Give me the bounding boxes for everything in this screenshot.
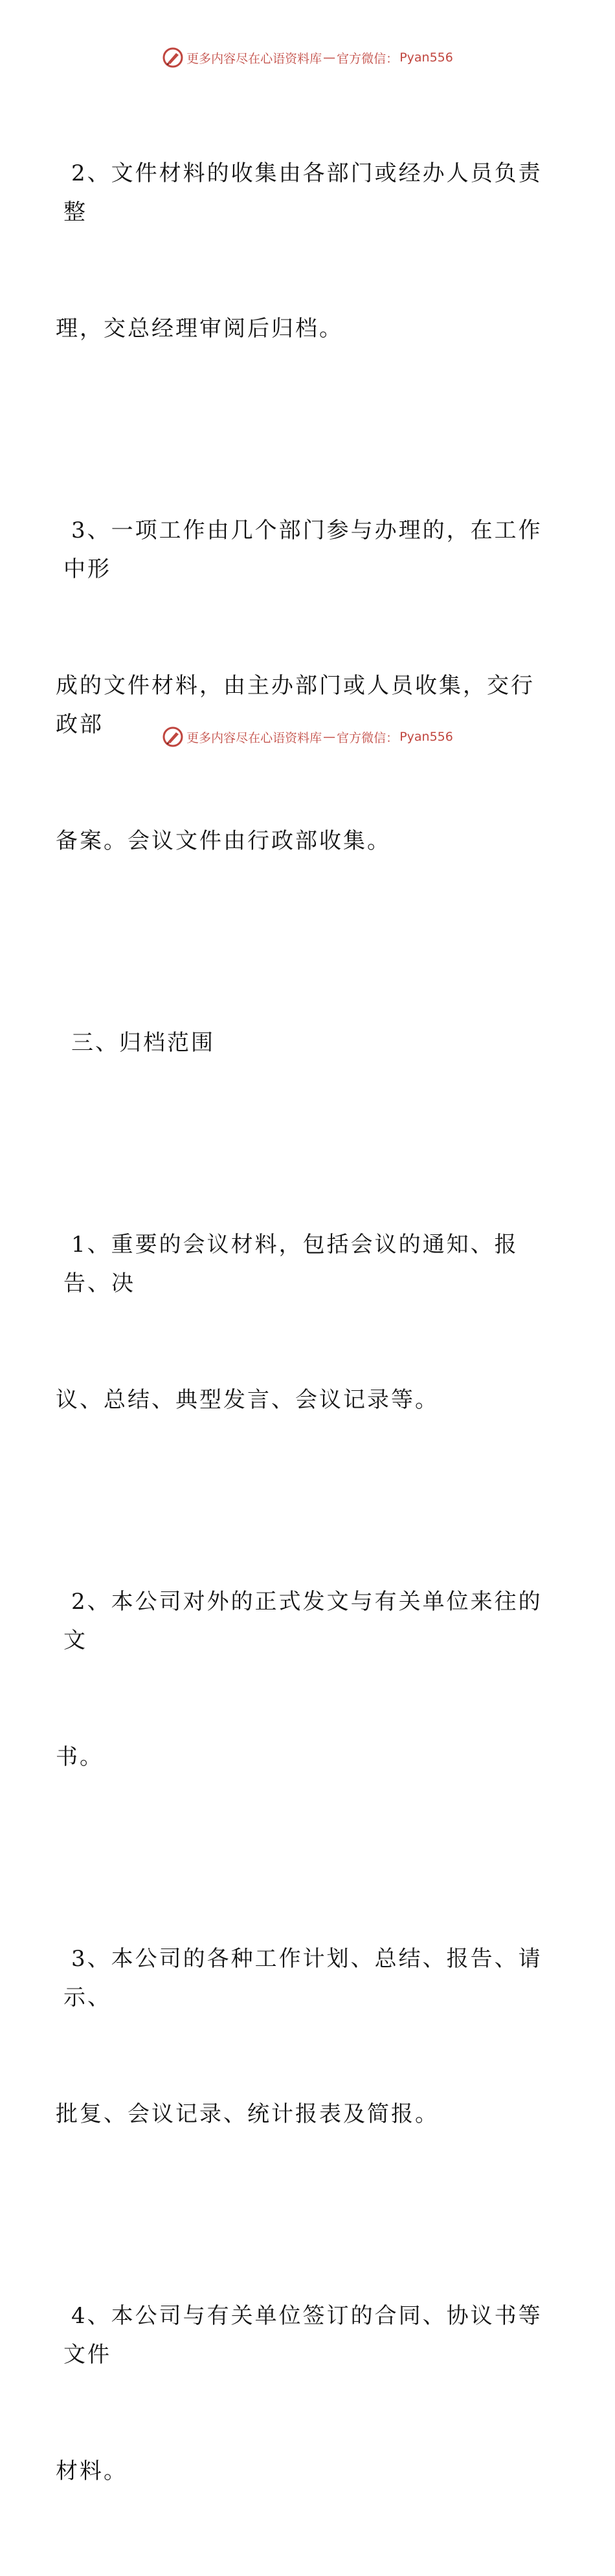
- paragraph-line: 批复、会议记录、统计报表及简报。: [56, 2101, 439, 2127]
- watermark-separator: —: [323, 50, 336, 65]
- watermark-separator: —: [323, 730, 336, 744]
- watermark-text: 更多内容尽在心语资料库: [186, 730, 322, 745]
- watermark-wechat-id: Pyan556: [399, 730, 453, 744]
- pen-logo-icon: [162, 47, 184, 69]
- pen-logo-icon: [162, 726, 184, 748]
- section-heading: [63, 946, 555, 1140]
- paragraph: [56, 1505, 555, 1854]
- paragraph-line: 议、总结、典型发言、会议记录等。: [56, 1387, 439, 1413]
- paragraph-line: 1、重要的会议材料，包括会议的通知、报告、决: [63, 1232, 519, 1296]
- paragraph: [56, 76, 555, 426]
- paragraph-line: 4、本公司与有关单位签订的合同、协议书等文件: [63, 2303, 542, 2368]
- paragraph-line: 理，交总经理审阅后归档。: [56, 316, 343, 342]
- paragraph-line: 2、本公司对外的正式发文与有关单位来往的文: [63, 1589, 542, 1654]
- paragraph-line: 书。: [56, 1744, 104, 1770]
- watermark-wechat-label: 官方微信：: [337, 730, 399, 745]
- paragraph: [56, 2219, 555, 2568]
- header-watermark: [0, 47, 615, 69]
- paragraph-line: 备案。会议文件由行政部收集。: [56, 828, 391, 854]
- footer-watermark: [0, 726, 615, 748]
- paragraph: [56, 1862, 555, 2211]
- paragraph-line: 成的文件材料，由主办部门或人员收集，交行政部: [56, 673, 535, 737]
- watermark-wechat-label: 官方微信：: [337, 51, 399, 66]
- paragraph-line: 2、文件材料的收集由各部门或经办人员负责整: [63, 160, 542, 225]
- paragraph: [56, 1148, 555, 1497]
- paragraph: [56, 433, 555, 938]
- paragraph-line: 材料。: [56, 2458, 128, 2484]
- paragraph-line: 三、归档范围: [71, 1030, 215, 1056]
- watermark-text: 更多内容尽在心语资料库: [186, 51, 322, 66]
- watermark-wechat-id: Pyan556: [399, 50, 453, 65]
- paragraph-line: 3、一项工作由几个部门参与办理的，在工作中形: [63, 518, 542, 582]
- document-body: [56, 76, 555, 2576]
- paragraph-line: 3、本公司的各种工作计划、总结、报告、请示、: [63, 1946, 542, 2011]
